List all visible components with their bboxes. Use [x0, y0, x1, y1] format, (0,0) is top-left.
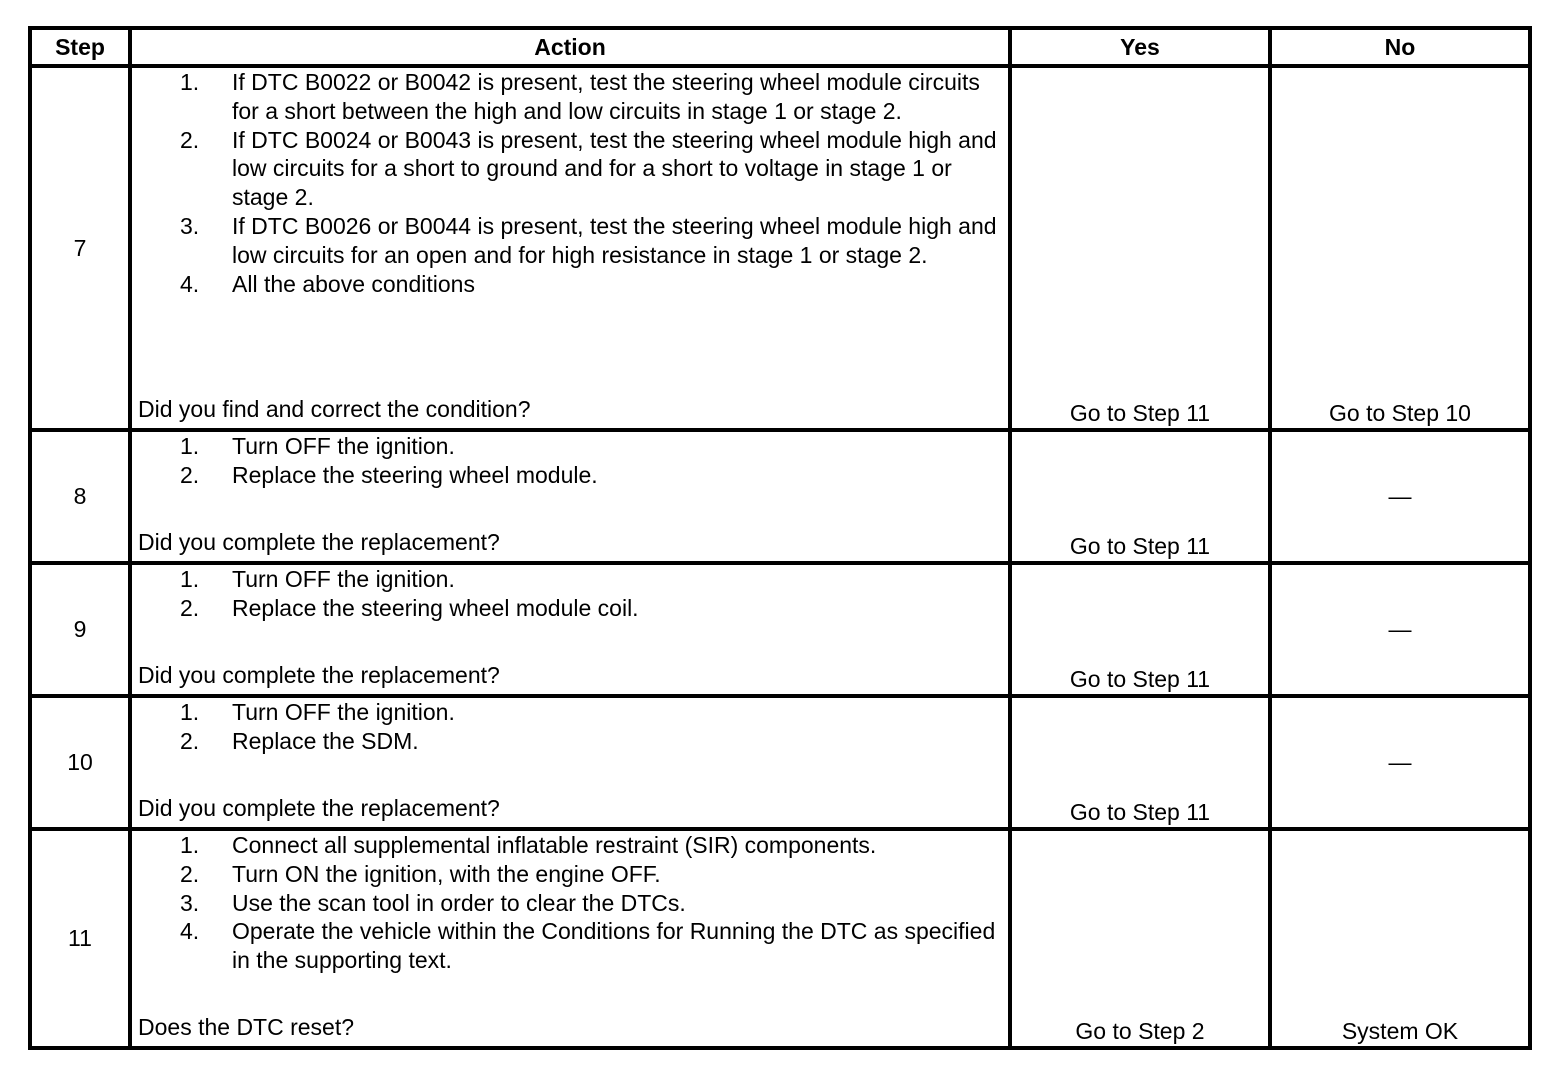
question-text: Did you complete the replacement? — [138, 529, 500, 556]
step-number: 8 — [30, 430, 130, 563]
action-list — [132, 565, 1008, 623]
list-item — [132, 432, 1008, 461]
list-item — [132, 831, 1008, 860]
list-item — [132, 917, 1008, 975]
yes-result: Go to Step 2 — [1010, 829, 1270, 1048]
list-item — [132, 68, 1008, 126]
item-number: 1. — [180, 433, 200, 459]
item-text: Replace the SDM. — [232, 727, 419, 754]
step-number: 10 — [30, 696, 130, 829]
item-number: 2. — [180, 461, 200, 488]
list-item — [132, 461, 1008, 490]
item-text: If DTC B0026 or B0044 is present, test the steering wheel module high and low circuits for an open and for high resistance in stage 1 or stage 2. — [232, 212, 997, 268]
item-text: Replace the steering wheel module. — [232, 461, 598, 488]
item-text: If DTC B0022 or B0042 is present, test the steering wheel module circuits for a short between the high and low circuits in stage 1 or stage 2. — [232, 69, 980, 124]
action-cell — [130, 66, 1010, 430]
table-row — [30, 430, 1530, 563]
item-number: 2. — [180, 126, 200, 153]
item-text: Turn ON the ignition, with the engine OFF. — [232, 860, 661, 887]
no-result: Go to Step 10 — [1270, 66, 1530, 430]
header-action: Action — [130, 28, 1010, 66]
item-text: All the above conditions — [232, 270, 475, 297]
list-item — [132, 727, 1008, 756]
item-number: 2. — [180, 594, 200, 621]
item-text: Use the scan tool in order to clear the DTCs. — [232, 889, 686, 916]
item-text: Operate the vehicle within the Conditions for Running the DTC as specified in the supporting text. — [232, 918, 996, 974]
item-number: 1. — [180, 699, 200, 725]
list-item — [132, 565, 1008, 594]
question-text: Does the DTC reset? — [138, 1014, 355, 1041]
no-result: System OK — [1270, 829, 1530, 1048]
action-cell — [130, 696, 1010, 829]
list-item — [132, 212, 1008, 270]
action-list — [132, 432, 1008, 490]
yes-result: Go to Step 11 — [1010, 66, 1270, 430]
item-number: 1. — [180, 566, 200, 592]
diagnostic-table — [28, 26, 1532, 1050]
item-number: 3. — [180, 889, 200, 916]
action-cell — [130, 563, 1010, 696]
header-yes: Yes — [1010, 28, 1270, 66]
item-text: Turn OFF the ignition. — [232, 433, 455, 459]
action-list — [132, 68, 1008, 298]
item-text: Turn OFF the ignition. — [232, 566, 455, 592]
item-text: If DTC B0024 or B0043 is present, test the steering wheel module high and low circuits for a short to ground and for a short to voltage in stage 1 or stage 2. — [232, 126, 997, 211]
item-number: 3. — [180, 212, 200, 239]
yes-result: Go to Step 11 — [1010, 696, 1270, 829]
item-number: 2. — [180, 860, 200, 887]
item-number: 2. — [180, 727, 200, 754]
list-item — [132, 270, 1008, 299]
action-cell — [130, 829, 1010, 1048]
item-text: Turn OFF the ignition. — [232, 699, 455, 725]
step-number: 7 — [30, 66, 130, 430]
no-result: — — [1270, 696, 1530, 829]
step-number: 11 — [30, 829, 130, 1048]
table-row — [30, 66, 1530, 430]
list-item — [132, 126, 1008, 212]
table-row — [30, 696, 1530, 829]
table-row — [30, 829, 1530, 1048]
list-item — [132, 698, 1008, 727]
yes-result: Go to Step 11 — [1010, 563, 1270, 696]
list-item — [132, 889, 1008, 918]
question-text: Did you find and correct the condition? — [138, 396, 531, 423]
header-step: Step — [30, 28, 130, 66]
header-row — [30, 28, 1530, 66]
no-result: — — [1270, 430, 1530, 563]
item-text: Replace the steering wheel module coil. — [232, 594, 639, 621]
list-item — [132, 860, 1008, 889]
item-number: 4. — [180, 918, 200, 945]
action-cell — [130, 430, 1010, 563]
action-list — [132, 698, 1008, 756]
item-number: 1. — [180, 832, 200, 858]
header-no: No — [1270, 28, 1530, 66]
item-number: 1. — [180, 69, 200, 95]
question-text: Did you complete the replacement? — [138, 662, 500, 689]
action-list — [132, 831, 1008, 975]
yes-result: Go to Step 11 — [1010, 430, 1270, 563]
item-text: Connect all supplemental inflatable restraint (SIR) components. — [232, 832, 877, 858]
no-result: — — [1270, 563, 1530, 696]
table-row — [30, 563, 1530, 696]
list-item — [132, 594, 1008, 623]
question-text: Did you complete the replacement? — [138, 795, 500, 822]
step-number: 9 — [30, 563, 130, 696]
item-number: 4. — [180, 270, 200, 297]
